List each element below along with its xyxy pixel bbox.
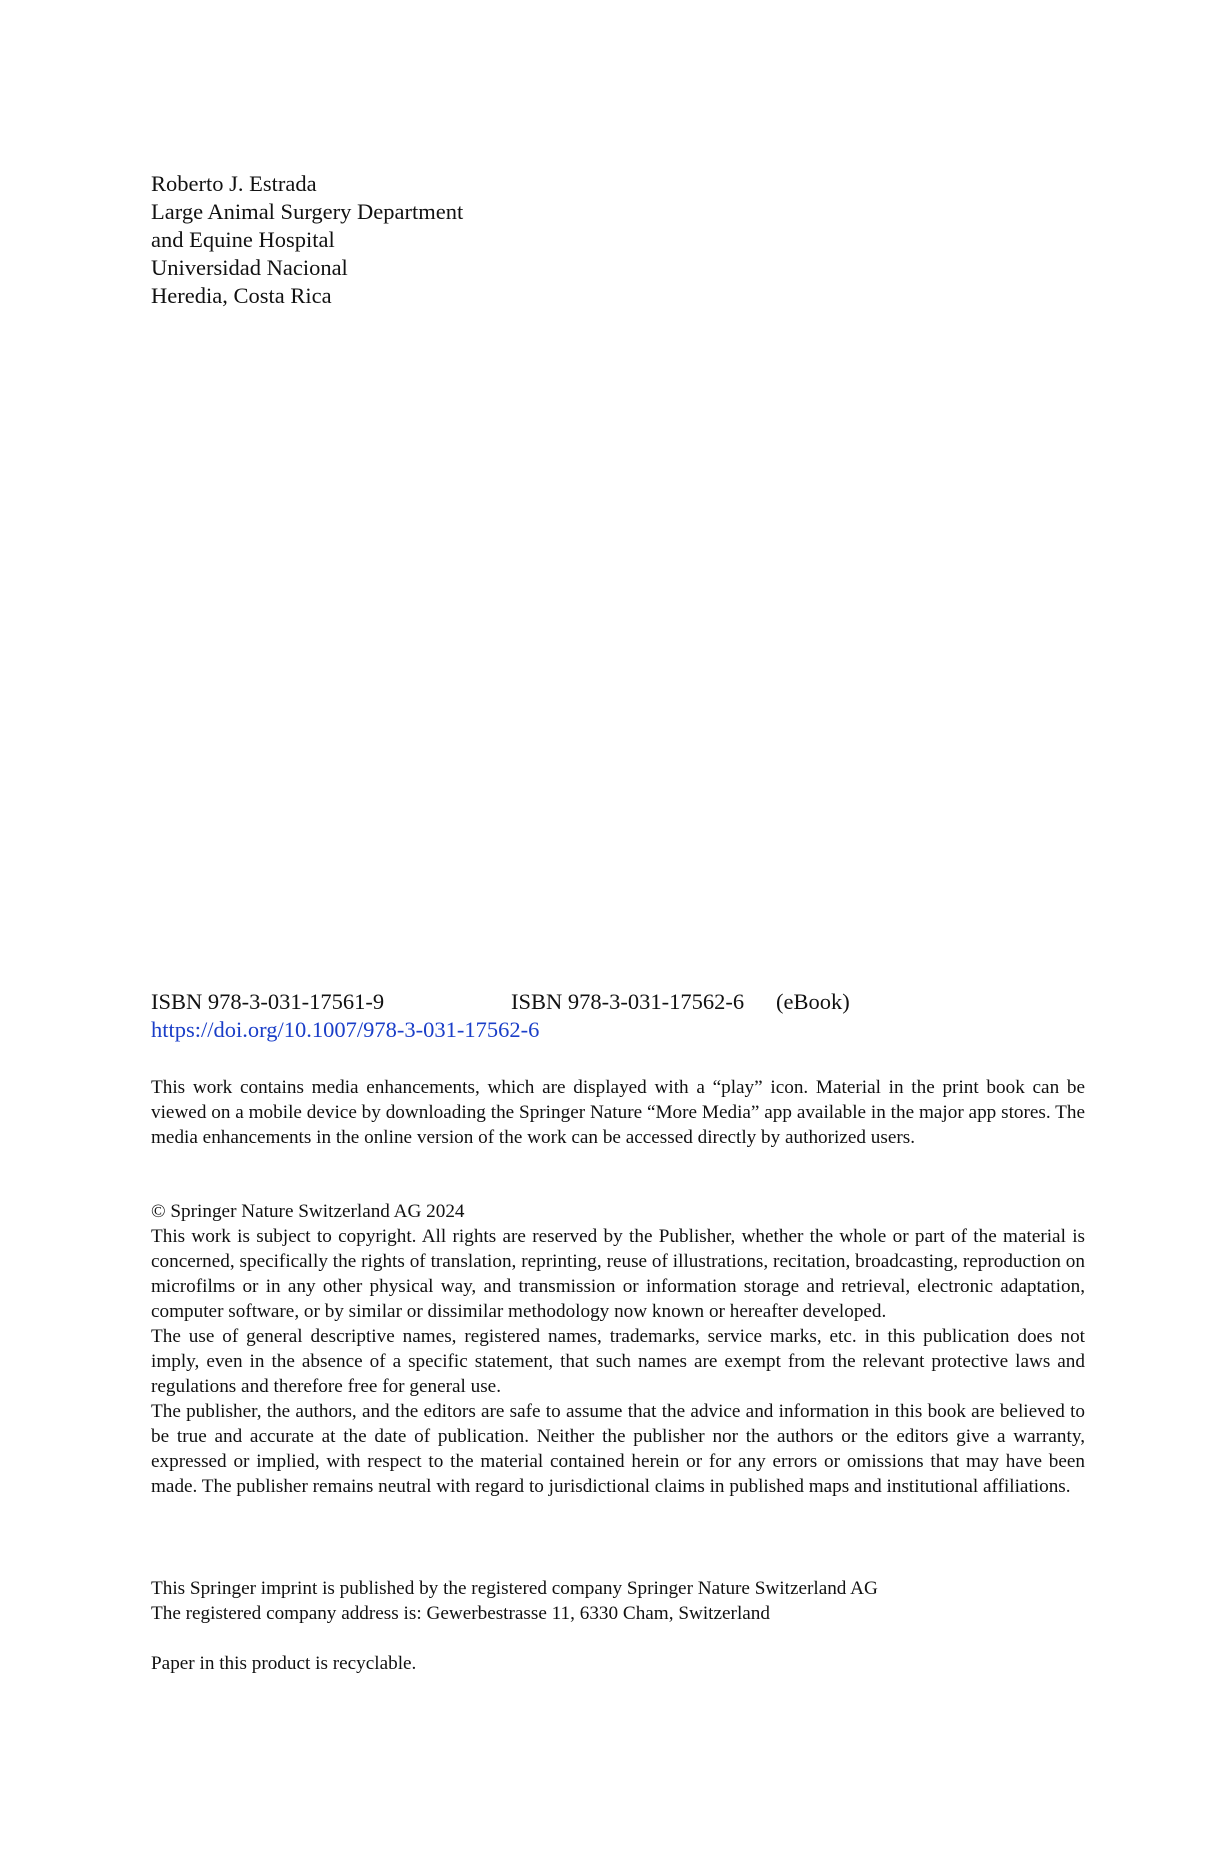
names-paragraph: The use of general descriptive names, registered names, trademarks, service marks, etc. in this publication does not imply, even in the absence of a specific statement, that such names are exempt from the relevant protective laws and regulations and therefore free for general use. [151, 1326, 1085, 1397]
copyright-block [151, 1199, 1085, 1499]
author-affiliation [151, 170, 463, 310]
isbn-block [151, 988, 850, 1044]
location-line: Heredia, Costa Rica [151, 283, 332, 308]
isbn-print: ISBN 978-3-031-17561-9 [151, 989, 385, 1014]
isbn-row [151, 988, 850, 1016]
imprint-block [151, 1576, 1085, 1626]
recycle-notice: Paper in this product is recyclable. [151, 1653, 417, 1674]
hospital-line: and Equine Hospital [151, 227, 335, 252]
isbn-ebook: ISBN 978-3-031-17562-6 [511, 989, 745, 1014]
address-line: The registered company address is: Gewerbestrasse 11, 6330 Cham, Switzerland [151, 1603, 770, 1624]
imprint-line: This Springer imprint is published by the registered company Springer Nature Switzerland AG [151, 1578, 878, 1599]
doi-link[interactable]: https://doi.org/10.1007/978-3-031-17562-6 [151, 1017, 540, 1042]
author-name: Roberto J. Estrada [151, 171, 317, 196]
disclaimer-paragraph: The publisher, the authors, and the editors are safe to assume that the advice and information in this book are believed to be true and accurate at the date of publication. Neither the publisher nor the authors or the editors give a warranty, expressed or implied, with respect to the material contained herein or for any errors or omissions that may have been made. The publisher remains neutral with regard to jurisdictional claims in published maps and institutional affiliations. [151, 1401, 1085, 1497]
ebook-label: (eBook) [776, 989, 850, 1014]
department-line: Large Animal Surgery Department [151, 199, 464, 224]
media-notice: This work contains media enhancements, which are displayed with a “play” icon. Material in the print book can be viewed on a mobile device by downloading the Springer Nature “More Media” app available in the major app stores. The media enhancements in the online version of the work can be accessed directly by authorized users. [151, 1077, 1085, 1148]
university-line: Universidad Nacional [151, 255, 348, 280]
rights-paragraph: This work is subject to copyright. All rights are reserved by the Publisher, whether the whole or part of the material is concerned, specifically the rights of translation, reprinting, reuse of illustrations, recitation, broadcasting, reproduction on microfilms or in any other physical way, and transmission or information storage and retrieval, electronic adaptation, computer software, or by similar or dissimilar methodology now known or hereafter developed. [151, 1226, 1085, 1322]
copyright-line: © Springer Nature Switzerland AG 2024 [151, 1201, 465, 1222]
